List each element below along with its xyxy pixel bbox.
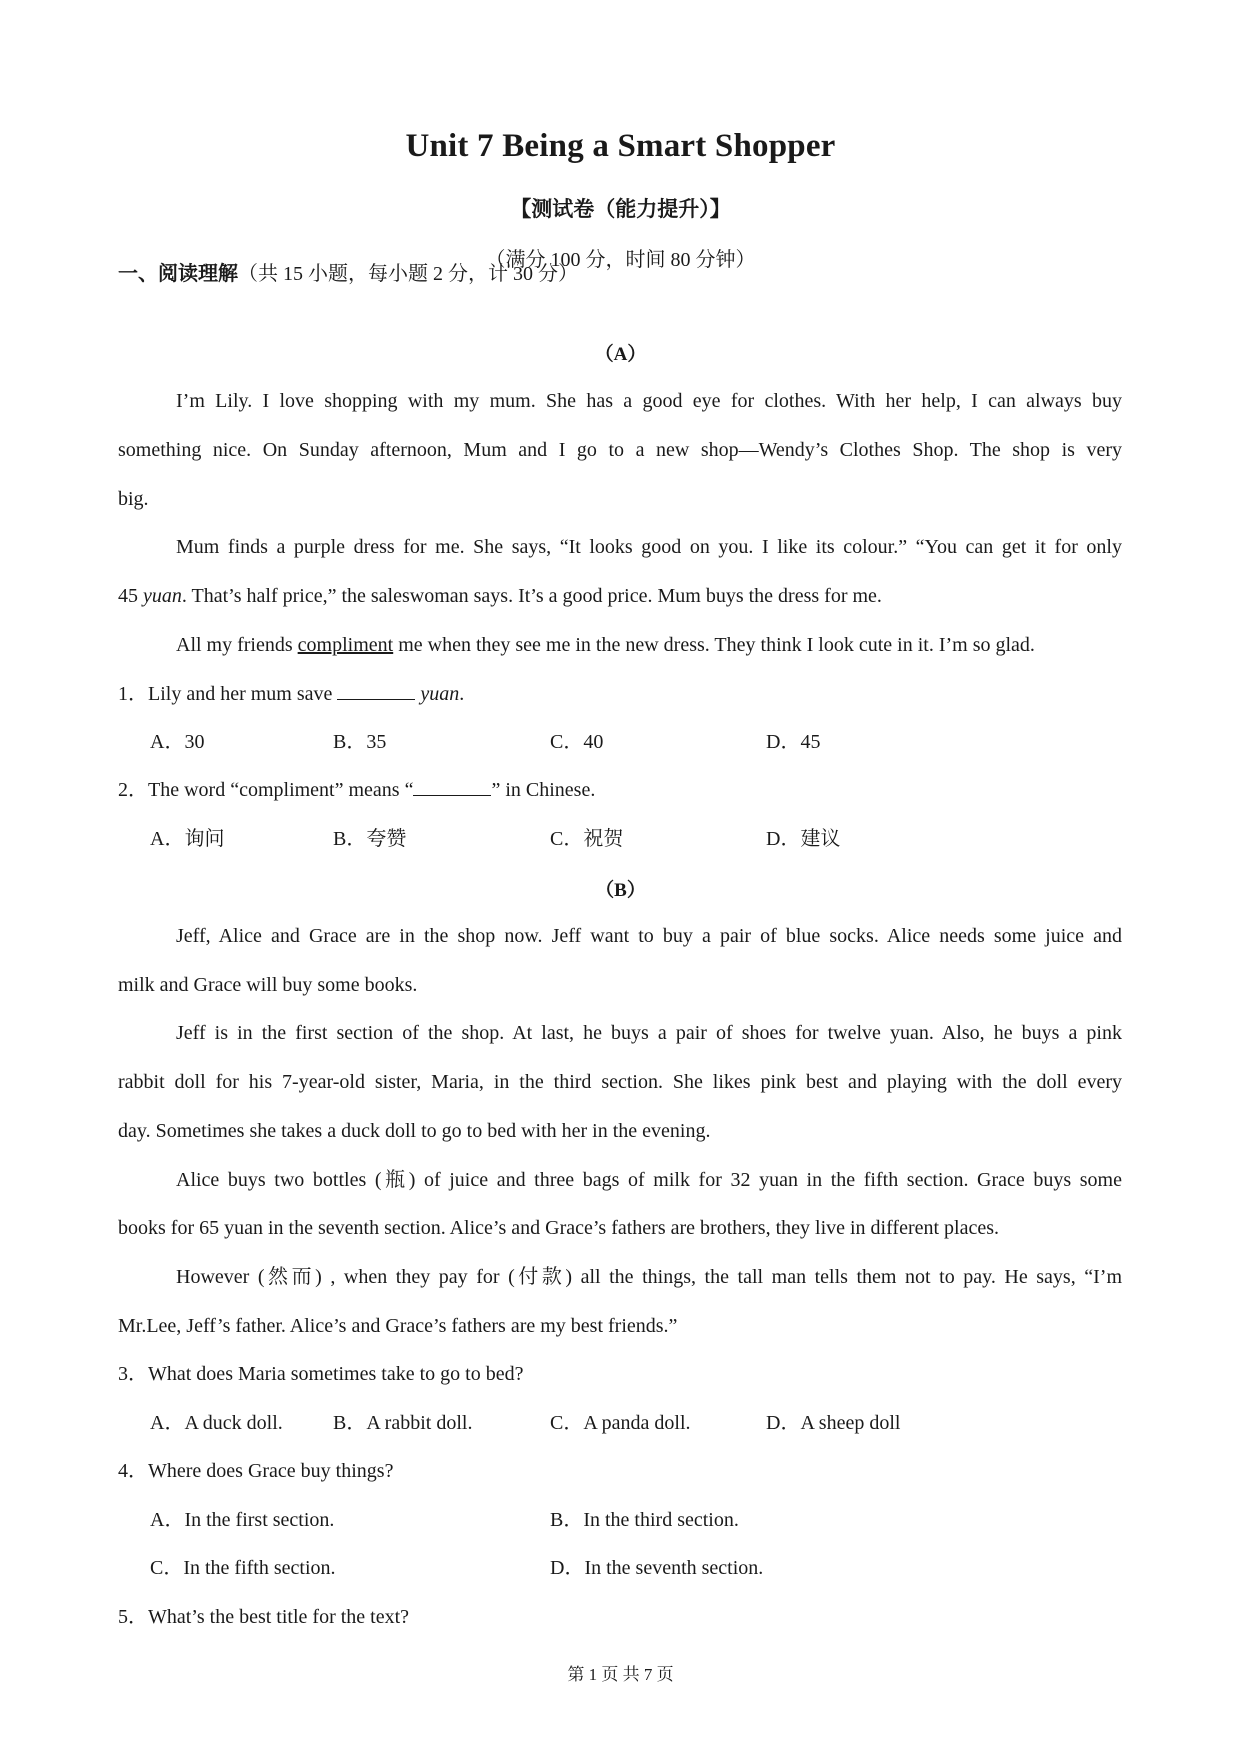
score-time-note: （满分 100 分，时间 80 分钟） — [485, 249, 756, 271]
passage-b-p4-line2: Mr.Lee, Jeff’s father. Alice’s and Grace’s fathers are my best friends.” — [118, 1315, 678, 1337]
question-1-blank[interactable] — [337, 681, 415, 700]
passage-b-label: （B） — [595, 880, 646, 901]
passage-b-p1-line2: milk and Grace will buy some books. — [118, 974, 418, 996]
question-2-option-a[interactable]: A．询问 — [150, 828, 225, 850]
question-4-option-d[interactable]: D．In the seventh section. — [550, 1557, 764, 1579]
question-2-number: 2． — [118, 779, 148, 801]
part1-heading — [118, 260, 1122, 288]
question-3 — [118, 1360, 1122, 1388]
part1-heading-label: 一、阅读理解 — [118, 263, 238, 285]
question-1 — [118, 680, 1122, 708]
passage-a-p1-line3: big. — [118, 488, 149, 510]
question-1-option-c[interactable]: C．40 — [550, 731, 604, 753]
question-4-option-c[interactable]: C．In the fifth section. — [150, 1557, 336, 1579]
question-4 — [118, 1457, 1122, 1485]
question-3-option-b[interactable]: B．A rabbit doll. — [333, 1412, 473, 1434]
question-1-option-a[interactable]: A．30 — [150, 731, 205, 753]
question-1-number: 1． — [118, 683, 148, 705]
question-1-text-b: . — [459, 683, 465, 705]
passage-b-p2-line1: Jeff is in the first section of the shop. At last, he buys a pair of shoes for twelve yuan. Also, he buys a pink — [176, 1022, 1122, 1044]
passage-a-p2-line1: Mum finds a purple dress for me. She says, “It looks good on you. I like its colour.” “You can get it for only — [176, 536, 1122, 558]
question-3-text: What does Maria sometimes take to go to bed? — [148, 1363, 524, 1385]
passage-b-p2-line3: day. Sometimes she takes a duck doll to go to bed with her in the evening. — [118, 1120, 711, 1142]
question-5-number: 5． — [118, 1606, 148, 1628]
passage-b-p2-line2: rabbit doll for his 7-year-old sister, Maria, in the third section. She likes pink best and playing with the doll every — [118, 1071, 1122, 1093]
passage-b-p1-line1: Jeff, Alice and Grace are in the shop now. Jeff want to buy a pair of blue socks. Alice needs some juice and — [176, 925, 1122, 947]
passage-a-p2-line2 — [118, 582, 1122, 610]
passage-a-p3 — [176, 631, 1122, 659]
passage-a-p1-line1: I’m Lily. I love shopping with my mum. She has a good eye for clothes. With her help, I can always buy — [176, 390, 1122, 412]
question-3-number: 3． — [118, 1363, 148, 1385]
question-4-number: 4． — [118, 1460, 148, 1482]
question-4-text: Where does Grace buy things? — [148, 1460, 394, 1482]
passage-b-p3-line2: books for 65 yuan in the seventh section. Alice’s and Grace’s fathers are brothers, they live in different places. — [118, 1217, 1000, 1239]
question-3-option-c[interactable]: C．A panda doll. — [550, 1412, 691, 1434]
part1-heading-note: （共 15 小题，每小题 2 分，计 30 分） — [238, 263, 578, 285]
question-5-text: What’s the best title for the text? — [148, 1606, 410, 1628]
question-2-blank[interactable] — [413, 777, 491, 796]
question-2-option-d[interactable]: D．建议 — [766, 828, 841, 850]
passage-a-label: （A） — [594, 344, 647, 365]
passage-a-p3-text-a: All my friends — [176, 634, 298, 656]
page-subtitle: 【测试卷（能力提升）】 — [510, 197, 731, 221]
question-1-yuan: yuan — [420, 683, 460, 705]
question-1-option-d[interactable]: D．45 — [766, 731, 821, 753]
question-5 — [118, 1603, 1122, 1631]
passage-a-p3-underlined-word: compliment — [297, 634, 394, 656]
question-2-text-a: The word “compliment” means “ — [148, 779, 414, 801]
passage-a-p2-yuan: yuan — [143, 585, 182, 607]
passage-a-p1-line2: something nice. On Sunday afternoon, Mum and I go to a new shop—Wendy’s Clothes Shop. The shop is very — [118, 439, 1122, 461]
question-2 — [118, 776, 1122, 804]
passage-a-p3-text-b: me when they see me in the new dress. They think I look cute in it. I’m so glad. — [393, 634, 1035, 656]
question-1-option-b[interactable]: B．35 — [333, 731, 387, 753]
question-2-option-c[interactable]: C．祝贺 — [550, 828, 624, 850]
question-1-text-a: Lily and her mum save — [148, 683, 338, 705]
page-footer: 第 1 页 共 7 页 — [567, 1665, 674, 1684]
passage-a-p2-text-a: 45 — [118, 585, 143, 607]
question-3-option-a[interactable]: A．A duck doll. — [150, 1412, 283, 1434]
question-2-text-b: ” in Chinese. — [491, 779, 596, 801]
passage-b-p3-line1: Alice buys two bottles (瓶) of juice and three bags of milk for 32 yuan in the fifth section. Grace buys some — [176, 1169, 1122, 1191]
question-2-option-b[interactable]: B．夸赞 — [333, 828, 407, 850]
question-4-option-a[interactable]: A．In the first section. — [150, 1509, 335, 1531]
passage-a-p2-text-b: . That’s half price,” the saleswoman says. It’s a good price. Mum buys the dress for me. — [181, 585, 882, 607]
page-title: Unit 7 Being a Smart Shopper — [405, 128, 836, 164]
question-3-option-d[interactable]: D．A sheep doll — [766, 1412, 901, 1434]
passage-b-p4-line1: However (然而) , when they pay for (付款) all the things, the tall man tells them not to pay. He says, “I’m — [176, 1266, 1122, 1288]
question-4-option-b[interactable]: B．In the third section. — [550, 1509, 739, 1531]
